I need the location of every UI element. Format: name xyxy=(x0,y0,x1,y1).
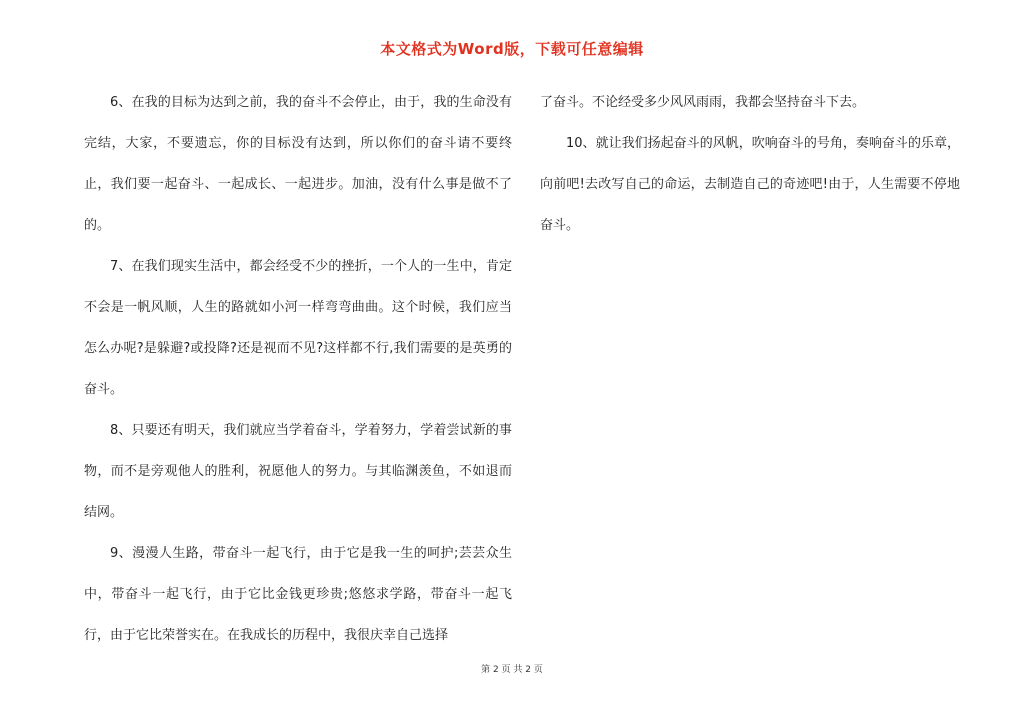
paragraph-9-continuation: 了奋斗。不论经受多少风风雨雨，我都会坚持奋斗下去。 xyxy=(540,95,866,110)
paragraph-10: 10、就让我们扬起奋斗的风帆，吹响奋斗的号角，奏响奋斗的乐章，向前吧!去改写自己的命运，去制造自己的奇迹吧!由于，人生需要不停地奋斗。 xyxy=(540,136,960,233)
paragraph-7: 7、在我们现实生活中，都会经受不少的挫折，一个人的一生中，肯定不会是一帆风顺，人生的路就如小河一样弯弯曲曲。这个时候，我们应当怎么办呢?是躲避?或投降?还是视而不见?这样都不行,我们需要的是英勇的奋斗。 xyxy=(84,259,512,397)
paragraph-8: 8、只要还有明天，我们就应当学着奋斗，学着努力，学着尝试新的事物，而不是旁观他人的胜利，祝愿他人的努力。与其临渊羡鱼，不如退而结网。 xyxy=(84,423,512,520)
left-column xyxy=(84,82,512,656)
right-column xyxy=(540,82,960,246)
paragraph-9: 9、漫漫人生路，带奋斗一起飞行，由于它是我一生的呵护;芸芸众生中，带奋斗一起飞行，由于它比金钱更珍贵;悠悠求学路，带奋斗一起飞行，由于它比荣誉实在。在我成长的历程中，我很庆幸自己选择 xyxy=(84,546,512,643)
page-number: 第 2 页 共 2 页 xyxy=(481,665,543,675)
download-banner: 本文格式为Word版，下载可任意编辑 xyxy=(380,40,644,58)
paragraph-6: 6、在我的目标为达到之前，我的奋斗不会停止，由于，我的生命没有完结，大家，不要遗忘，你的目标没有达到，所以你们的奋斗请不要终止，我们要一起奋斗、一起成长、一起进步。加油，没有什么事是做不了的。 xyxy=(84,95,512,233)
